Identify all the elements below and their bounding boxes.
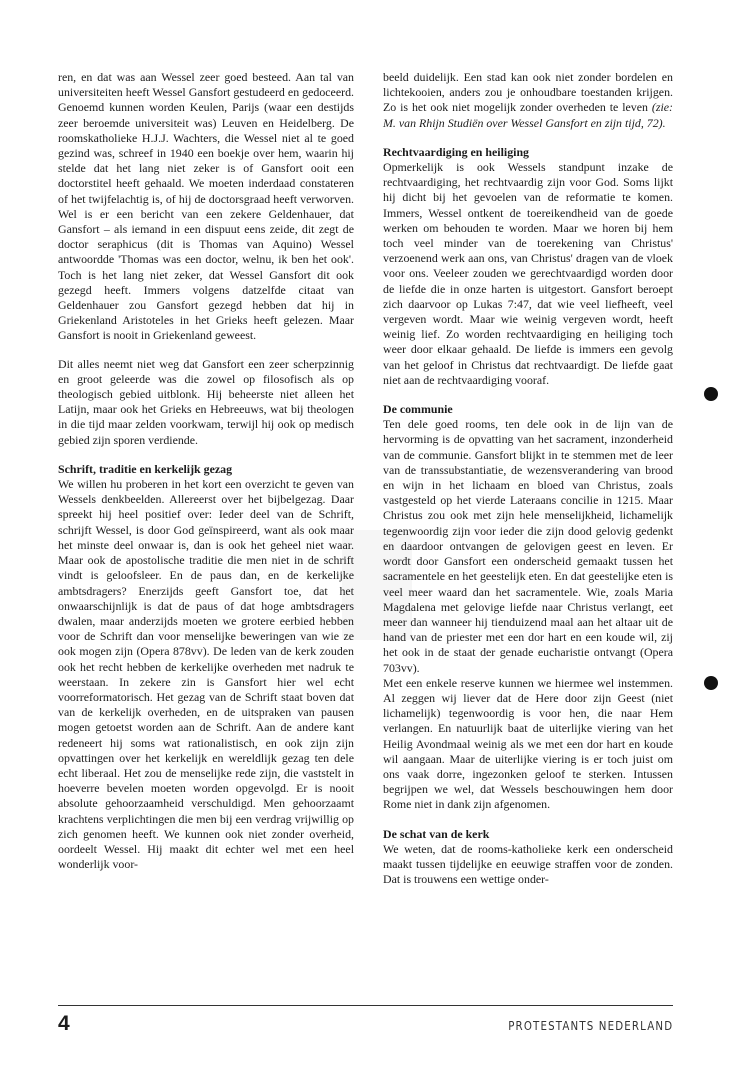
paragraph: Ten dele goed rooms, ten dele ook in de lijn van de hervorming is de opvatting van het sacrament, inzonderheid van de communie. Gansfort blijkt in te stemmen met de leer van de transsubstantiatie, de wezensverandering van brood en wijn in het lichaam en bloed van Christus, zoals vastgesteld op het vierde Lateraans concilie in 1215. Maar Christus zou ook met zijn hele menselijkheid, lichamelijk tegenwoordig zijn voor ieder die zijn dood gelovig gedenkt en daardoor ontvangen de gelovigen geest en leven. Er wordt door Gansfort een onderscheid gemaakt tussen het sacramentele en het geestelijk eten. En dat geestelijke eten is veel meer waard dan het sacramentele. Wie, zoals Maria Magdalena met gelovige liefde naar Christus verlangt, eet meer dan wanneer hij tienduizend maal aan het altaar uit de hand van de priester met een dor hart en een koude wil, zij het ook in de staat der genade eucharistie ontvangt (Opera 703vv). bbox=[383, 417, 673, 675]
publication-name: PROTESTANTS NEDERLAND bbox=[507, 1018, 673, 1033]
paragraph: Opmerkelijk is ook Wessels standpunt inzake de rechtvaardiging, het rechtvaardig zijn voor God. Soms lijkt hij dicht bij het gevoelen van de reformatie te komen. Immers, Wessel ontkent de toereikendheid van de goede werken om behouden te worden. Maar we horen bij hem toch veel minder van de toerekening van Christus' verzoenend werk aan ons, van Christus' dragen van de vloek voor ons. Veeleer zouden we gerechtvaardigd worden door de liefde die in onze harten is uitgestort. Gansfort beroept zich daarvoor op Lukas 7:47, dat wie veel liefheeft, veel vergeven wordt. Maar wie weinig vergeven wordt, heeft weinig lief. Zo worden rechtvaardiging en heiliging toch weer door elkaar gehaald. De liefde is immers een gevolg van het geloof in Christus dat rechtvaardigt. De liefde gaat niet aan de rechtvaardiging vooraf. bbox=[383, 160, 673, 387]
paragraph: Met een enkele reserve kunnen we hiermee wel instemmen. Al zeggen wij liever dat de Here door zijn Geest (niet lichamelijk) tegenwoordig is voor hen, die naar Hem verlangen. En natuurlijk baat de uiterlijke viering van het Heilig Avondmaal weinig als we met een dor hart en koude wil aangaan. Maar de uiterlijke viering is er toch juist om ons vaak dorre, ingezonken geloof te sterken. Intussen begrijpen we wel, dat Wessels beschouwingen hem door Rome niet in dank zijn afgenomen. bbox=[383, 675, 673, 812]
section-heading: De schat van de kerk bbox=[383, 826, 490, 841]
paragraph: We weten, dat de rooms-katholieke kerk een onderscheid maakt tussen tijdelijke en eeuwige straffen voor de zonden. Dat is trouwens een wettige onder- bbox=[383, 841, 673, 887]
paragraph: Dit alles neemt niet weg dat Gansfort een zeer scherpzinnig en groot geleerde was die zowel op filosofisch als op theologisch gebied uitblonk. Hij beheerste niet alleen het Latijn, maar ook het Grieks en Hebreeuws, wat bij theologen in die tijd maar zelden voorkwam, terwijl hij ook op medisch gebied zijn sporen verdiende. bbox=[58, 356, 354, 447]
section-heading: Schrift, traditie en kerkelijk gezag bbox=[58, 461, 233, 476]
section-heading: De communie bbox=[383, 402, 453, 417]
paragraph: ren, en dat was aan Wessel zeer goed besteed. Aan tal van universiteiten heeft Wessel Gansfort gestudeerd en gedoceerd. Genoemd kunnen worden Keulen, Parijs (waar een destijds zeer beroemde universiteit was) Leuven en Heidelberg. De roomskatholieke H.J.J. Wachters, die Wessel niet al te goed gezind was, schreef in 1940 een boekje over hem, waarin hij stelde dat het lang niet zeker is of Gansfort ooit een doctorstitel heeft gehaald. We moeten inderdaad constateren of het twijfelachtig is, of hij de doctorsgraad heeft verworven. Wel is er een bericht van een zekere Geldenhauer, dat Gansfort – als iemand in een dispuut eens zeide, dit zegt de doctor seraphicus (dit is Thomas van Aquino) Wessel antwoordde 'Thomas was een doctor, welnu, ik ben het ook'. Toch is het lang niet zeker, dat Wessel Gansfort dit ook gezegd heeft. Immers volgens datzelfde citaat van Geldenhauer zou Gansfort gezegd hebben dat hij in Griekenland Aristoteles in het Grieks heeft gelezen. Maar Gansfort is nooit in Griekenland geweest. bbox=[58, 70, 354, 343]
paragraph bbox=[383, 70, 673, 131]
paragraph: We willen hu proberen in het kort een overzicht te geven van Wessels denkbeelden. Allereerst over het bijbelgezag. Daar spreekt hij heel positief over: Ieder deel van de Schrift, schrijft Wessel, is door God geïnspireerd, want als ook maar het minste deel onwaar is, dan is ook het geheel niet waar. Maar ook de apostolische traditie die men niet in de schrift vindt is geloofsleer. En de paus dan, en de kerkelijke ambtsdragers? Enerzijds geeft Gansfort toe, dat het onwaarschijnlijk is dat de paus of dat hoge ambtsdragers dwalen, maar anderzijds moeten we grotere eerbied hebben voor de Schrift dan voor menselijke beweringen van wie ze ook mogen zijn (Opera 878vv). De leden van de kerk zouden ook het recht hebben de kerkelijke overheden met nadruk te weerstaan. In zekere zin is Gansfort hier wel echt voorreformatorisch. Het gezag van de Schrift staat boven dat van de kerkelijk overheden, en de uitspraken van pausen mogen getoetst worden aan de Schrift. Aan de andere kant redeneert hij soms wat rationalistisch, en ook zijn zijn opvattingen over het kerkelijk en wereldlijk gezag ten dele echt liberaal. Het zou de menselijke rede zijn, die vaststelt in hoeverre bevelen moeten worden opgevolgd. Er is nooit absolute gehoorzaamheid verschuldigd. Men gehoorzaamt krachtens verplichtingen die men bij een verdrag vrijwillig op zich genomen heeft. We kunnen ook niet zonder overheid, oordeelt Wessel. Hij maakt dit echter wel met een heel wonderlijk voor- bbox=[58, 477, 354, 872]
margin-bullet-icon bbox=[704, 676, 718, 690]
right-column bbox=[383, 70, 673, 887]
citation: (zie: M. van Rhijn Studiën over Wessel Gansfort en zijn tijd, 72). bbox=[383, 100, 673, 130]
margin-bullet-icon bbox=[704, 387, 718, 401]
left-column bbox=[58, 70, 354, 885]
paragraph-text: beeld duidelijk. Een stad kan ook niet zonder bordelen en lichtekooien, anders zou je onhoudbare toestanden krijgen. Zo is het ook niet mogelijk zonder overheden te leven bbox=[383, 70, 673, 115]
section-heading: Rechtvaardiging en heiliging bbox=[383, 144, 529, 159]
page-number: 4 bbox=[58, 1012, 70, 1035]
footer-divider bbox=[58, 1005, 673, 1006]
